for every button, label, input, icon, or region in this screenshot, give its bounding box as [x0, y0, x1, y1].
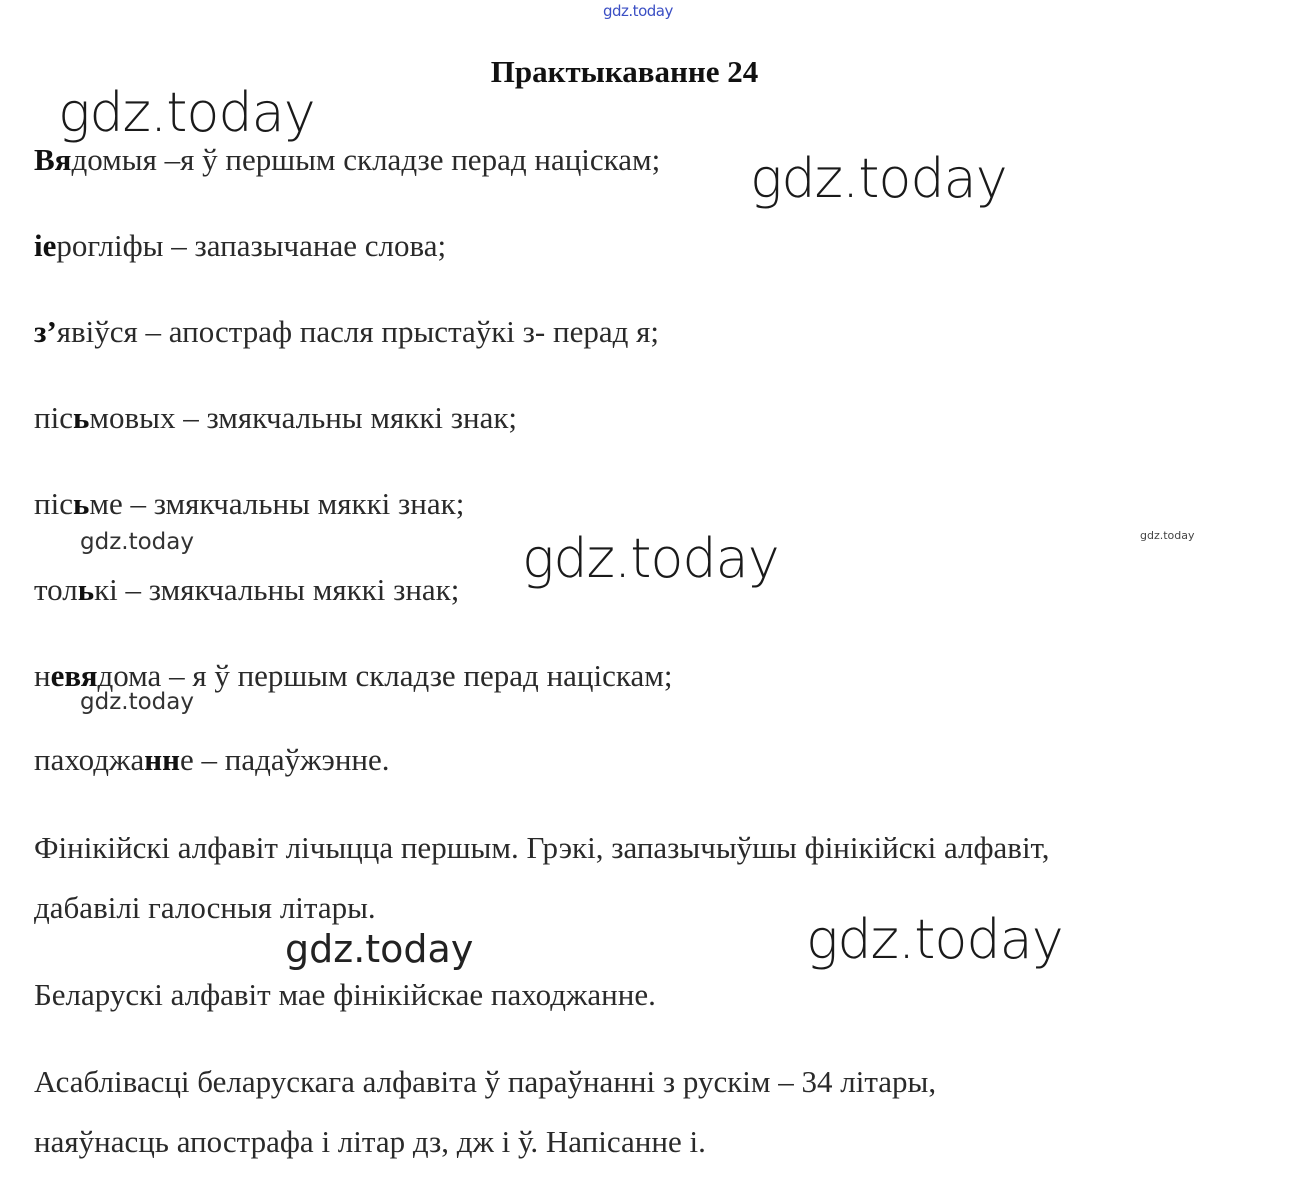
entry-bold: Вя	[34, 142, 72, 177]
entry-text: явіўся – апостраф пасля прыстаўкі з- перад я;	[56, 314, 659, 349]
paragraph-line: Беларускі алфавіт мае фінікійскае паходжанне.	[34, 977, 656, 1012]
entry-pre: паходжа	[34, 742, 145, 777]
entry-text: кі – змякчальны мяккі знак;	[94, 572, 460, 607]
entry-bold: нн	[144, 742, 180, 777]
paragraph-line: Асаблівасці беларускага алфавіта ў параўнанні з рускім – 34 літары,	[34, 1064, 937, 1099]
entry-text: дома – я ў першым складзе перад націскам;	[97, 658, 673, 693]
paragraph-line: Фінікійскі алфавіт лічыцца першым. Грэкі, запазычыўшы фінікійскі алфавіт,	[34, 830, 1050, 865]
entry-bold: я	[80, 658, 98, 693]
entry-line	[34, 484, 464, 524]
watermark: gdz.today	[806, 908, 1063, 971]
watermark: gdz.today	[750, 147, 1007, 210]
watermark: gdz.today	[1140, 529, 1195, 542]
watermark: gdz.today	[285, 927, 474, 971]
watermark: gdz.today	[522, 527, 779, 590]
entry-bold: ев	[50, 658, 81, 693]
entry-text: домыя –я ў першым складзе перад націскам;	[71, 142, 661, 177]
paragraph-line: дабавілі галосныя літары.	[34, 890, 376, 925]
entry-pre: піс	[34, 486, 73, 521]
entry-pre: піс	[34, 400, 73, 435]
watermark: gdz.today	[80, 689, 194, 715]
entry-line	[34, 140, 660, 180]
watermark: gdz.today	[58, 81, 315, 144]
entry-pre: тол	[34, 572, 78, 607]
entry-text: рогліфы – запазычанае слова;	[56, 228, 447, 263]
watermark-top[interactable]: gdz.today	[603, 2, 673, 20]
watermark: gdz.today	[80, 529, 194, 555]
entry-bold: іе	[34, 228, 57, 263]
entry-bold: з’	[34, 314, 57, 349]
page-title: Практыкаванне 24	[490, 54, 759, 89]
entry-line	[34, 740, 390, 780]
entry-line	[34, 398, 517, 438]
entry-bold: ь	[77, 572, 95, 607]
entry-line	[34, 226, 446, 266]
entry-text: е – падаўжэнне.	[179, 742, 390, 777]
entry-text: ме – змякчальны мяккі знак;	[89, 486, 465, 521]
entry-bold: ь	[72, 400, 90, 435]
entry-pre: н	[34, 658, 51, 693]
entry-line	[34, 312, 659, 352]
entry-text: мовых – змякчальны мяккі знак;	[89, 400, 518, 435]
entry-bold: ь	[72, 486, 90, 521]
entry-line	[34, 570, 459, 610]
paragraph-line: наяўнасць апострафа і літар дз, дж і ў. Напісанне і.	[34, 1124, 706, 1159]
